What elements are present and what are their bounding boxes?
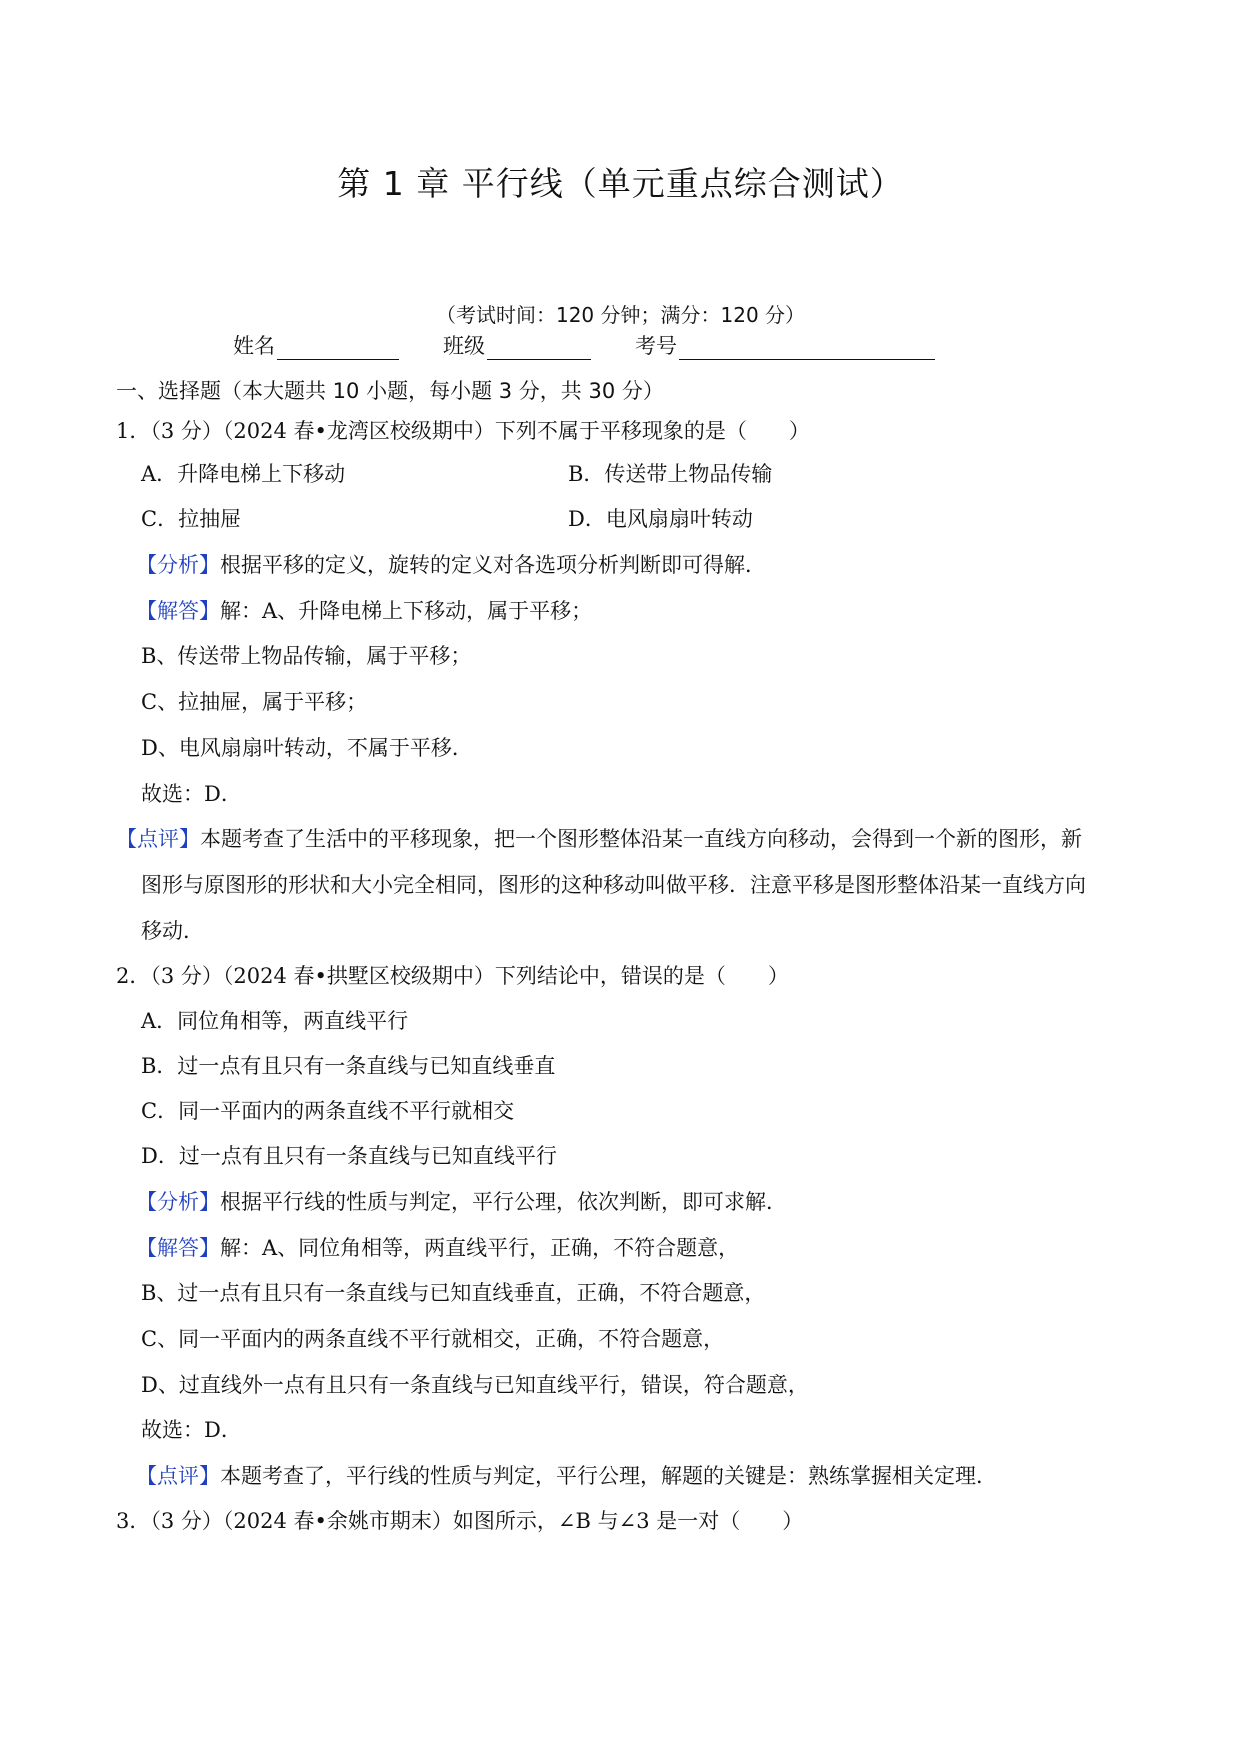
q2-option-b: B．过一点有且只有一条直线与已知直线垂直 [141, 1054, 556, 1078]
q1-comment [116, 823, 1082, 853]
exam-number-label: 考号 [635, 334, 677, 358]
q2-option-a: A．同位角相等，两直线平行 [141, 1009, 409, 1033]
q2-comment [136, 1460, 997, 1490]
comment-text: 本题考查了生活中的平移现象，把一个图形整体沿某一直线方向移动，会得到一个新的图形，新 [200, 827, 1082, 851]
question-2-stem: 2．（3 分）（2024 春•拱墅区校级期中）下列结论中，错误的是（ ） [116, 964, 789, 988]
question-1-stem: 1．（3 分）（2024 春•龙湾区校级期中）下列不属于平移现象的是（ ） [116, 419, 810, 443]
q1-answer-line: 故选：D． [141, 782, 242, 806]
page-title: 第 1 章 平行线（单元重点综合测试） [337, 164, 904, 203]
name-label: 姓名 [233, 334, 275, 358]
q2-option-d: D．过一点有且只有一条直线与已知直线平行 [141, 1144, 557, 1168]
q2-answer-line: C、同一平面内的两条直线不平行就相交，正确，不符合题意， [141, 1327, 725, 1351]
analysis-text: 根据平行线的性质与判定，平行公理，依次判断，即可求解． [220, 1190, 787, 1214]
question-3-stem: 3．（3 分）（2024 春•余姚市期末）如图所示，∠B 与∠3 是一对（ ） [116, 1509, 804, 1533]
q2-answer-line: D、过直线外一点有且只有一条直线与已知直线平行，错误，符合题意， [141, 1373, 809, 1397]
q1-answer [136, 595, 592, 625]
answer-text: 解：A、升降电梯上下移动，属于平移； [220, 599, 593, 623]
comment-text: 本题考查了，平行线的性质与判定，平行公理，解题的关键是：熟练掌握相关定理． [220, 1464, 997, 1488]
q2-answer [136, 1232, 739, 1262]
q1-option-d: D．电风扇扇叶转动 [568, 507, 753, 531]
comment-tag: 【点评】 [116, 827, 200, 851]
q2-analysis [136, 1186, 787, 1216]
section-heading: 一、选择题（本大题共 10 小题，每小题 3 分，共 30 分） [116, 379, 664, 403]
answer-tag: 【解答】 [136, 599, 220, 623]
q1-answer-line: D、电风扇扇叶转动，不属于平移． [141, 736, 473, 760]
student-info-fields [233, 330, 935, 360]
exam-number-blank [679, 337, 935, 360]
q1-option-b: B．传送带上物品传输 [568, 462, 773, 486]
analysis-text: 根据平移的定义，旋转的定义对各选项分析判断即可得解． [220, 553, 766, 577]
q1-comment-line: 图形与原图形的形状和大小完全相同，图形的这种移动叫做平移．注意平移是图形整体沿某一直线方向 [141, 873, 1086, 897]
q1-analysis [136, 549, 766, 579]
q2-option-c: C．同一平面内的两条直线不平行就相交 [141, 1099, 515, 1123]
answer-tag: 【解答】 [136, 1236, 220, 1260]
q1-option-a: A．升降电梯上下移动 [141, 462, 346, 486]
q2-answer-line: B、过一点有且只有一条直线与已知直线垂直，正确，不符合题意， [141, 1281, 766, 1305]
analysis-tag: 【分析】 [136, 1190, 220, 1214]
answer-text: 解：A、同位角相等，两直线平行，正确，不符合题意， [220, 1236, 740, 1260]
q2-answer-line: 故选：D． [141, 1418, 242, 1442]
exam-info: （考试时间：120 分钟；满分：120 分） [435, 303, 806, 327]
name-blank [277, 337, 399, 360]
q1-answer-line: B、传送带上物品传输，属于平移； [141, 644, 472, 668]
q1-answer-line: C、拉抽屉，属于平移； [141, 690, 368, 714]
comment-tag: 【点评】 [136, 1464, 220, 1488]
class-blank [487, 337, 591, 360]
class-label: 班级 [443, 334, 485, 358]
q1-option-c: C．拉抽屉 [141, 507, 242, 531]
analysis-tag: 【分析】 [136, 553, 220, 577]
q1-comment-line: 移动． [141, 919, 204, 943]
